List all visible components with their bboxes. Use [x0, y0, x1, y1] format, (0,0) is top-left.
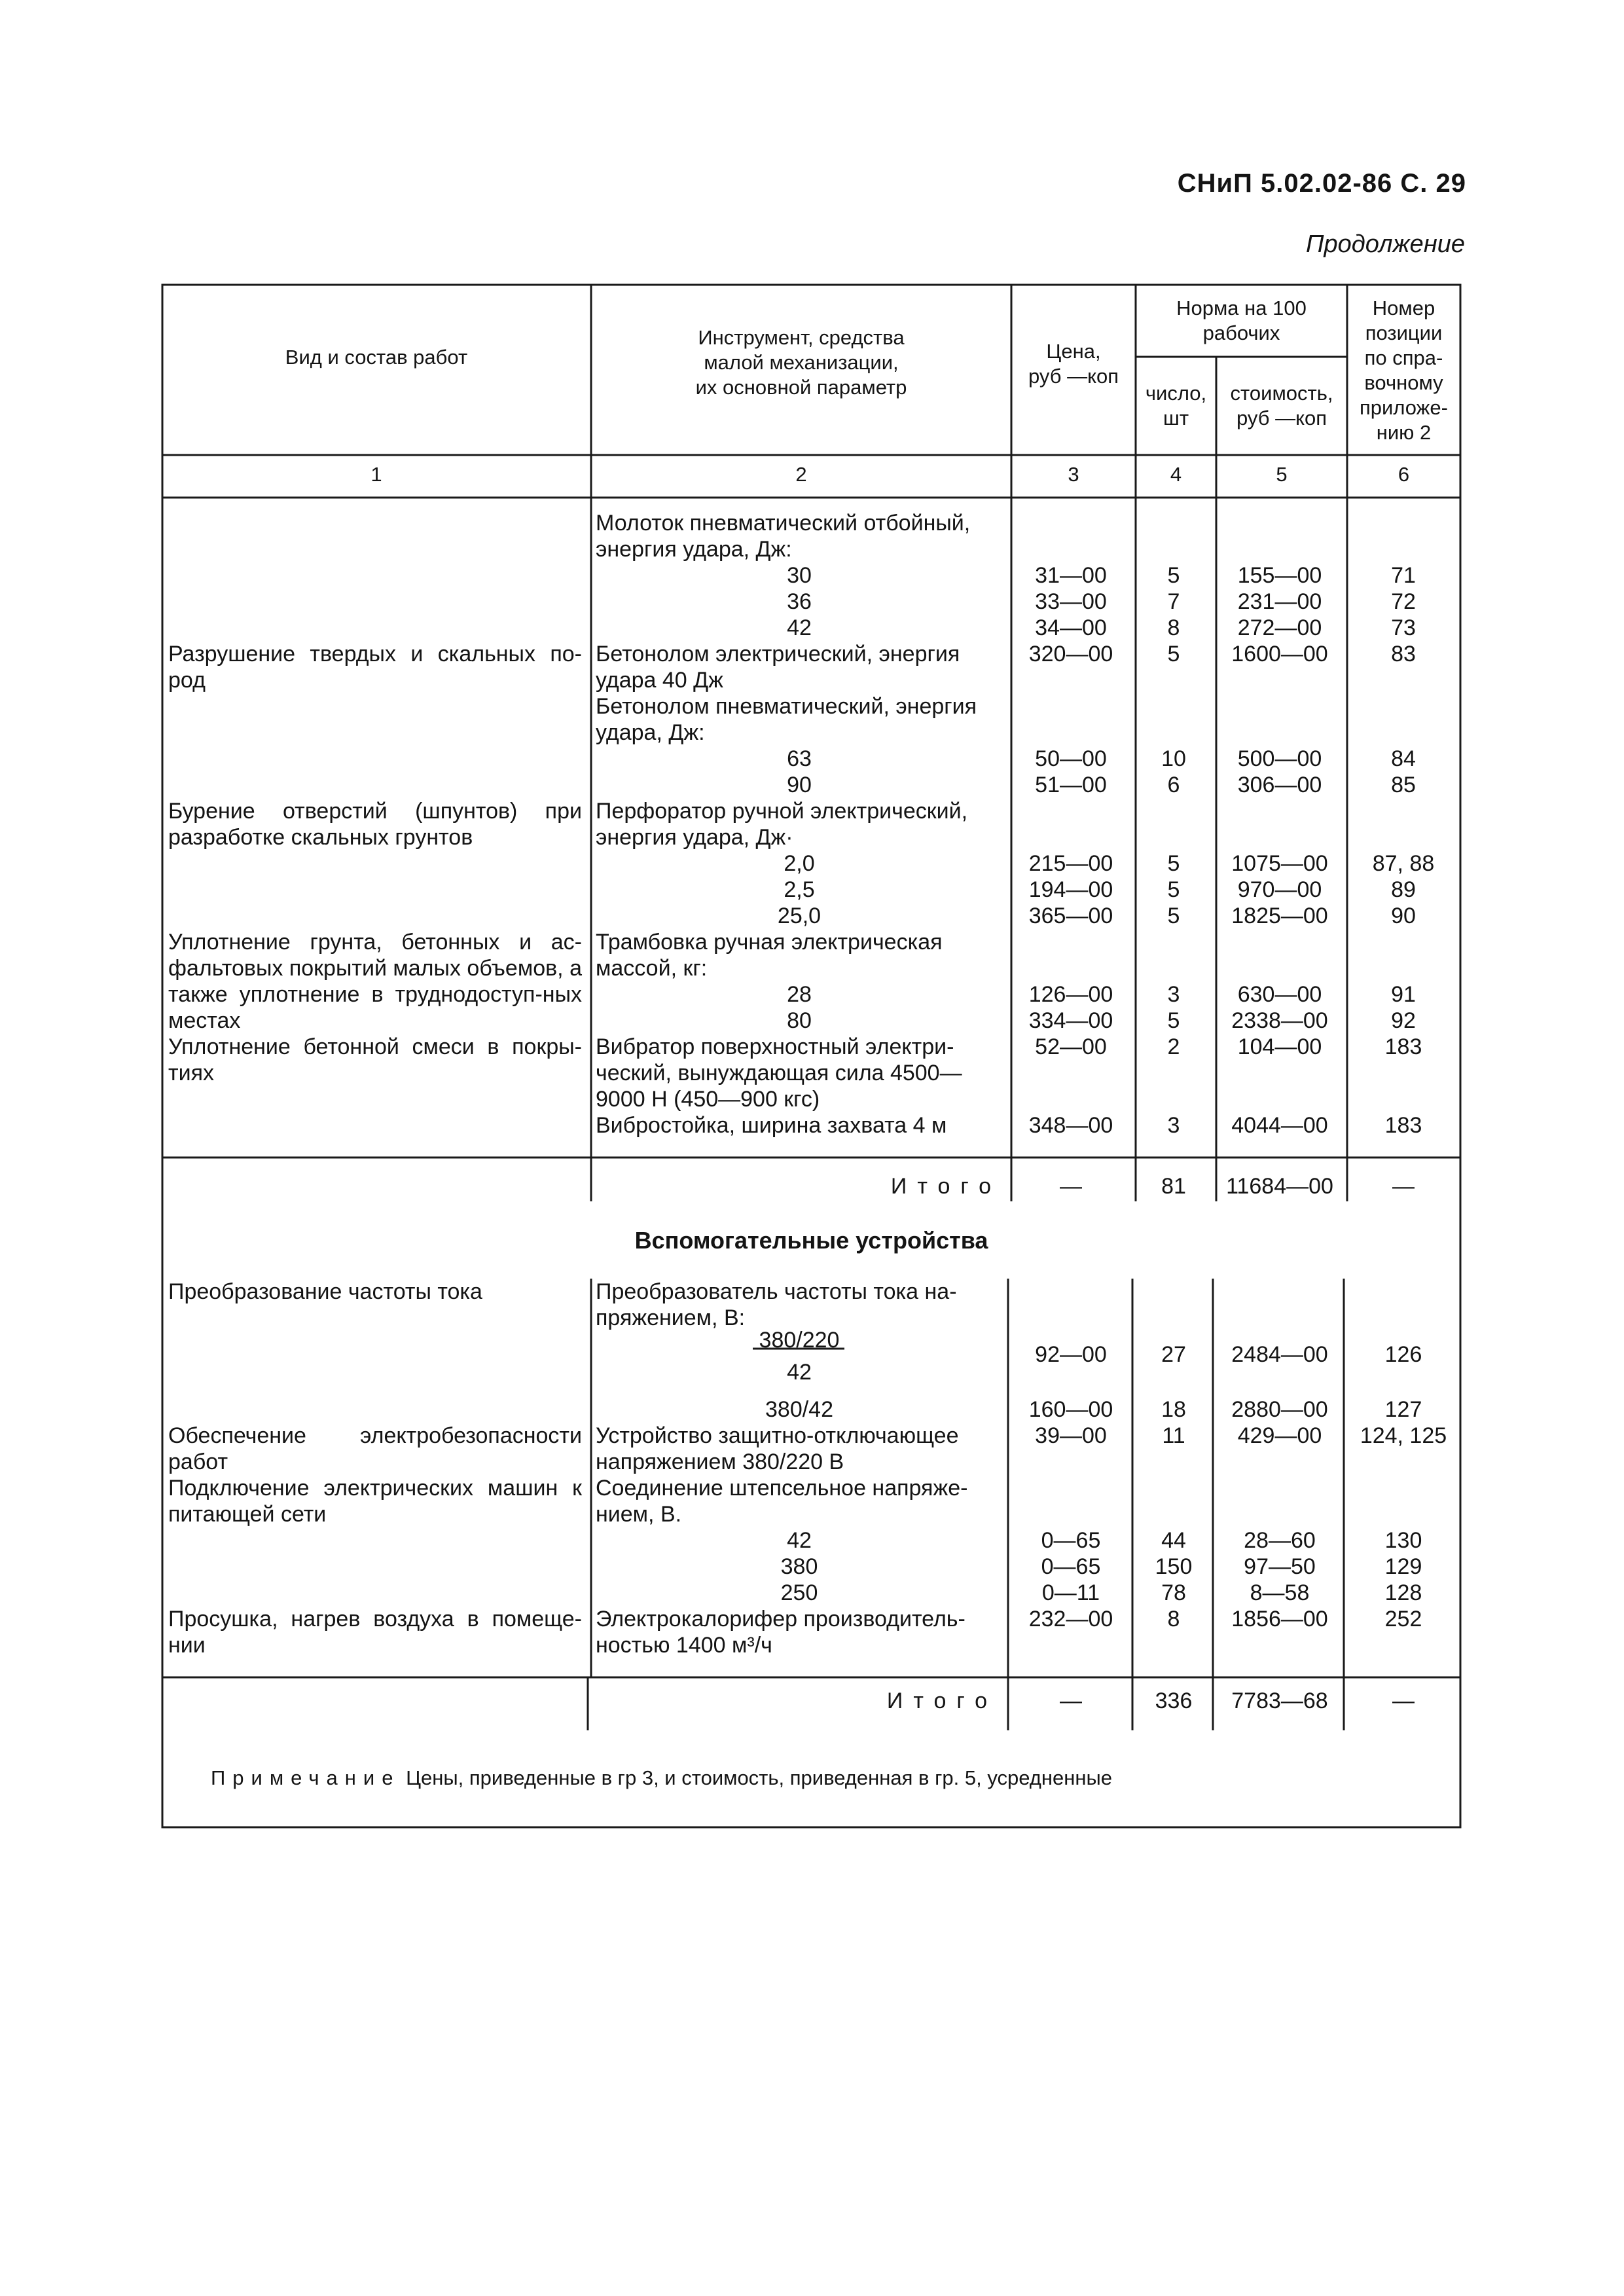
header-cost: [1218, 381, 1346, 431]
position-cell: 127: [1384, 1397, 1422, 1422]
position-cell: 89: [1391, 877, 1416, 902]
price-cell: 0—65: [1041, 1528, 1101, 1553]
work-type-cell: Преобразование частоты тока: [168, 1279, 482, 1304]
price-cell: 51—00: [1035, 773, 1107, 797]
quantity-cell: 2: [1167, 1034, 1180, 1059]
position-cell: 83: [1391, 642, 1416, 666]
position-cell: 124, 125: [1360, 1423, 1447, 1448]
header-quantity-line: шт: [1163, 407, 1189, 429]
cost-cell: 2338—00: [1231, 1008, 1328, 1033]
work-type-cell: Разрушение твердых и скальных по-род: [168, 642, 582, 693]
tool-cell: пряжением, В:: [596, 1305, 746, 1330]
quantity-cell: 7: [1167, 589, 1180, 614]
position-cell: 183: [1384, 1113, 1422, 1138]
price-cell: 33—00: [1035, 589, 1107, 614]
tool-cell: Вибратор поверхностный электри-: [596, 1034, 954, 1059]
position-cell: 72: [1391, 589, 1416, 614]
tool-param-cell: 250: [780, 1580, 818, 1605]
position-cell: 252: [1384, 1607, 1422, 1631]
tool-param-cell: 2,5: [784, 877, 815, 902]
position-cell: 128: [1384, 1580, 1422, 1605]
price-cell: 320—00: [1028, 642, 1113, 666]
header-quantity: [1137, 381, 1215, 431]
header-tool-line: их основной параметр: [695, 376, 907, 399]
work-type-cell: Бурение отверстий (шпунтов) при разработке скальных грунтов: [168, 799, 582, 850]
tool-cell: нием, В.: [596, 1502, 682, 1527]
cost-cell: 104—00: [1237, 1034, 1322, 1059]
cost-cell: 1856—00: [1231, 1607, 1328, 1631]
tool-cell: энергия удара, Дж:: [596, 537, 792, 562]
tool-cell: Молоток пневматический отбойный,: [596, 511, 971, 536]
position-cell: 90: [1391, 903, 1416, 928]
tool-param-cell: 42: [787, 615, 812, 640]
total-label: Итого: [890, 1174, 1001, 1199]
header-tool-line: малой механизации,: [704, 351, 899, 374]
quantity-cell: 6: [1167, 773, 1180, 797]
cost-cell: 231—00: [1237, 589, 1322, 614]
work-type-cell: Подключение электрических машин к питающей сети: [168, 1476, 582, 1527]
price-cell: 52—00: [1035, 1034, 1107, 1059]
cost-cell: 1600—00: [1231, 642, 1328, 666]
price-cell: 365—00: [1028, 903, 1113, 928]
document-code: СНиП 5.02.02-86 С. 29: [1177, 169, 1466, 198]
column-number: 6: [1398, 463, 1410, 486]
position-cell: 71: [1391, 563, 1416, 588]
cost-cell: 2484—00: [1231, 1342, 1328, 1367]
header-position-line: позиции: [1365, 321, 1443, 344]
cost-cell: 306—00: [1237, 773, 1322, 797]
price-cell: 215—00: [1028, 851, 1113, 876]
header-position-line: приложе-: [1360, 396, 1448, 419]
total-cost: 11684—00: [1226, 1174, 1333, 1199]
quantity-cell: 5: [1167, 1008, 1180, 1033]
price-cell: 34—00: [1035, 615, 1107, 640]
price-cell: 92—00: [1035, 1342, 1107, 1367]
column-number: 5: [1276, 463, 1288, 486]
tool-cell: Электрокалорифер производитель-: [596, 1607, 965, 1631]
quantity-cell: 5: [1167, 903, 1180, 928]
total-quantity: 81: [1161, 1174, 1186, 1199]
table-note: [211, 1765, 1112, 1791]
header-position-line: нию 2: [1376, 421, 1432, 444]
position-cell: 130: [1384, 1528, 1422, 1553]
work-type-cell: Обеспечение электробезопасности работ: [168, 1423, 582, 1474]
quantity-cell: 3: [1167, 982, 1180, 1007]
quantity-cell: 5: [1167, 563, 1180, 588]
position-cell: 129: [1384, 1554, 1422, 1579]
work-type-cell: Просушка, нагрев воздуха в помеще-нии: [168, 1607, 582, 1658]
header-price-line: Цена,: [1046, 340, 1101, 363]
header-cost-line: стоимость,: [1230, 382, 1333, 405]
price-cell: 232—00: [1028, 1607, 1113, 1631]
header-tool-line: Инструмент, средства: [698, 326, 905, 349]
tool-cell: Трамбовка ручная электрическая: [596, 930, 943, 955]
tool-cell: удара 40 Дж: [596, 668, 723, 693]
tool-param-cell: 2,0: [784, 851, 815, 876]
price-cell: 50—00: [1035, 746, 1107, 771]
price-cell: 0—11: [1041, 1580, 1100, 1605]
total-price: —: [1060, 1688, 1082, 1713]
header-position-line: вочному: [1364, 371, 1443, 394]
cost-cell: 4044—00: [1231, 1113, 1328, 1138]
cost-cell: 429—00: [1237, 1423, 1322, 1448]
header-position-line: Номер: [1372, 297, 1435, 319]
header-norm-line: Норма на 100: [1176, 297, 1307, 319]
price-cell: 348—00: [1028, 1113, 1113, 1138]
tool-param-cell: 80: [787, 1008, 812, 1033]
header-cost-line: руб —коп: [1236, 407, 1327, 429]
quantity-cell: 27: [1161, 1342, 1186, 1367]
tool-cell: энергия удара, Дж·: [596, 825, 793, 850]
cost-cell: 1825—00: [1231, 903, 1328, 928]
column-number: 1: [370, 463, 382, 486]
cost-cell: 8—58: [1250, 1580, 1310, 1605]
position-cell: 183: [1384, 1034, 1422, 1059]
column-number: 2: [795, 463, 807, 486]
work-type-cell: Уплотнение бетонной смеси в покры-тиях: [168, 1034, 582, 1085]
quantity-cell: 5: [1167, 851, 1180, 876]
position-cell: 87, 88: [1372, 851, 1435, 876]
tool-cell: Перфоратор ручной электрический,: [596, 799, 968, 824]
cost-cell: 970—00: [1237, 877, 1322, 902]
header-norm-group: [1137, 296, 1346, 346]
cost-cell: 1075—00: [1231, 851, 1328, 876]
cost-cell: 272—00: [1237, 615, 1322, 640]
price-cell: 0—65: [1041, 1554, 1101, 1579]
section-title: Вспомогательные устройства: [634, 1227, 988, 1254]
cost-cell: 97—50: [1244, 1554, 1316, 1579]
tool-cell: Устройство защитно-отключающее: [596, 1423, 959, 1448]
tool-cell: Преобразователь частоты тока на-: [596, 1279, 957, 1304]
header-price-line: руб —коп: [1028, 365, 1119, 388]
tool-param-cell: 25,0: [777, 903, 821, 928]
header-position-line: по спра-: [1364, 346, 1443, 369]
position-cell: 126: [1384, 1342, 1422, 1367]
tool-cell: Вибростойка, ширина захвата 4 м: [596, 1113, 947, 1138]
header-work-type: Вид и состав работ: [285, 346, 468, 369]
quantity-cell: 10: [1161, 746, 1186, 771]
tool-cell: Соединение штепсельное напряже-: [596, 1476, 968, 1501]
price-cell: 160—00: [1028, 1397, 1113, 1422]
quantity-cell: 8: [1167, 615, 1180, 640]
tool-param-cell: 28: [787, 982, 812, 1007]
header-tool: [592, 325, 1010, 400]
position-cell: 84: [1391, 746, 1416, 771]
quantity-cell: 18: [1161, 1397, 1186, 1422]
tool-param-cell: 90: [787, 773, 812, 797]
total-quantity: 336: [1155, 1688, 1193, 1713]
tool-cell: Бетонолом пневматический, энергия: [596, 694, 977, 719]
tool-param-cell: 380: [780, 1554, 818, 1579]
quantity-cell: 5: [1167, 877, 1180, 902]
tool-cell: Бетонолом электрический, энергия: [596, 642, 960, 666]
total-cost: 7783—68: [1231, 1688, 1328, 1713]
cost-cell: 630—00: [1237, 982, 1322, 1007]
total-position: —: [1392, 1174, 1415, 1199]
note-label: Примечание: [211, 1766, 401, 1789]
header-quantity-line: число,: [1145, 382, 1207, 405]
tool-cell: напряжением 380/220 В: [596, 1449, 844, 1474]
cost-cell: 28—60: [1244, 1528, 1316, 1553]
price-cell: 31—00: [1035, 563, 1107, 588]
position-cell: 92: [1391, 1008, 1416, 1033]
quantity-cell: 5: [1167, 642, 1180, 666]
tool-cell: удара, Дж:: [596, 720, 705, 745]
tool-param-cell: 36: [787, 589, 812, 614]
total-position: —: [1392, 1688, 1415, 1713]
fraction-denominator: 42: [787, 1360, 812, 1385]
price-cell: 194—00: [1028, 877, 1113, 902]
price-cell: 334—00: [1028, 1008, 1113, 1033]
price-cell: 39—00: [1035, 1423, 1107, 1448]
quantity-cell: 8: [1167, 1607, 1180, 1631]
tool-param-cell: 42: [787, 1528, 812, 1553]
position-cell: 91: [1391, 982, 1416, 1007]
quantity-cell: 3: [1167, 1113, 1180, 1138]
quantity-cell: 78: [1161, 1580, 1186, 1605]
tool-cell: ностью 1400 м³/ч: [596, 1633, 772, 1658]
quantity-cell: 150: [1155, 1554, 1193, 1579]
quantity-cell: 11: [1162, 1423, 1185, 1448]
tool-param-cell: 63: [787, 746, 812, 771]
tool-cell: массой, кг:: [596, 956, 708, 981]
cost-cell: 500—00: [1237, 746, 1322, 771]
position-cell: 73: [1391, 615, 1416, 640]
tool-param-cell: 380/42: [765, 1397, 833, 1422]
cost-cell: 2880—00: [1231, 1397, 1328, 1422]
tool-param-cell: 30: [787, 563, 812, 588]
header-position: [1348, 296, 1459, 445]
quantity-cell: 44: [1161, 1528, 1186, 1553]
work-type-cell: Уплотнение грунта, бетонных и ас-фальтовых покрытий малых объемов, а также уплотнение в труднодоступ-ных местах: [168, 930, 582, 1033]
total-price: —: [1060, 1174, 1082, 1199]
tool-cell: 9000 Н (450—900 кгс): [596, 1087, 820, 1112]
price-cell: 126—00: [1028, 982, 1113, 1007]
header-price: [1013, 339, 1134, 389]
cost-cell: 155—00: [1237, 563, 1322, 588]
position-cell: 85: [1391, 773, 1416, 797]
total-label: Итого: [886, 1688, 998, 1713]
fraction-numerator: 380/220: [759, 1328, 840, 1353]
column-number: 3: [1068, 463, 1079, 486]
tool-cell: ческий, вынуждающая сила 4500—: [596, 1061, 962, 1085]
header-norm-line: рабочих: [1202, 321, 1280, 344]
column-number: 4: [1170, 463, 1182, 486]
continuation-label: Продолжение: [1306, 230, 1465, 258]
note-text: Цены, приведенные в гр 3, и стоимость, приведенная в гр. 5, усредненные: [406, 1766, 1112, 1789]
